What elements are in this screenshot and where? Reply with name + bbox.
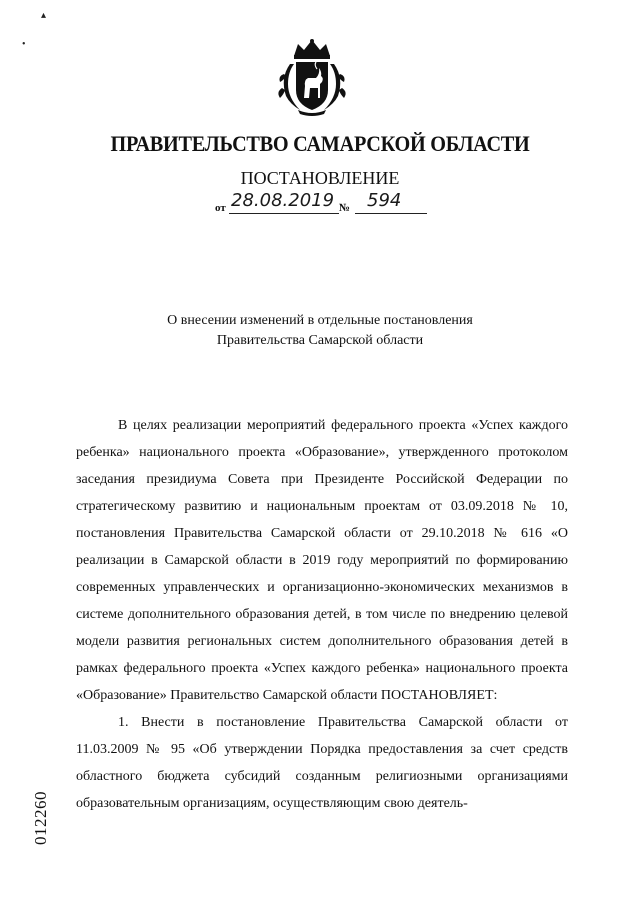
body-paragraph-1: В целях реализации мероприятий федерального проекта «Успех каждого ребенка» национального проекта «Образование», утвержденного протоколом заседания президиума Совета при Президенте Российской Федерации по стратегическому развитию и национальным проектам от 03.09.2018 № 10, постановления Правительства Самарской области от 29.10.2018 № 616 «О реализации в Самарской области в 2019 году мероприятий по формированию современных управленческих и организационно-экономических механизмов в системе дополнительного образования детей, в том числе по внедрению целевой модели развития региональных систем дополнительного образования детей в рамках федерального проекта «Успех каждого ребенка» национального проекта «Образование» Правительство Самарской области ПОСТАНОВЛЯЕТ: [76,418,568,703]
samara-coat-of-arms-icon [276,38,348,118]
subject-line-1: О внесении изменений в отдельные постановления [167,313,473,328]
document-subject [0,311,640,351]
body-paragraph-2: 1. Внести в постановление Правительства Самарской области от 11.03.2009 № 95 «Об утверждении Порядка предоставления за счет средств областного бюджета субсидий созданным религиозными организациями образовательным организациям, осуществляющим свою деятель- [76,715,568,811]
number-underline [355,213,427,214]
date-number-line [215,192,435,216]
margin-serial-number [31,778,51,858]
organization-title: ПРАВИТЕЛЬСТВО САМАРСКОЙ ОБЛАСТИ [110,131,530,156]
handwritten-date: 28.08.2019 [231,190,335,211]
date-underline [229,213,339,214]
serial-number-text: 012260 [31,791,50,845]
number-prefix: № [339,202,351,214]
subject-line-2: Правительства Самарской области [216,333,424,348]
date-prefix: от [215,202,226,214]
punch-mark: ▴ [41,10,47,21]
handwritten-number: 594 [367,190,402,211]
document-body [76,412,568,817]
document-type: ПОСТАНОВЛЕНИЕ [240,168,400,188]
punch-mark: • [22,39,26,50]
